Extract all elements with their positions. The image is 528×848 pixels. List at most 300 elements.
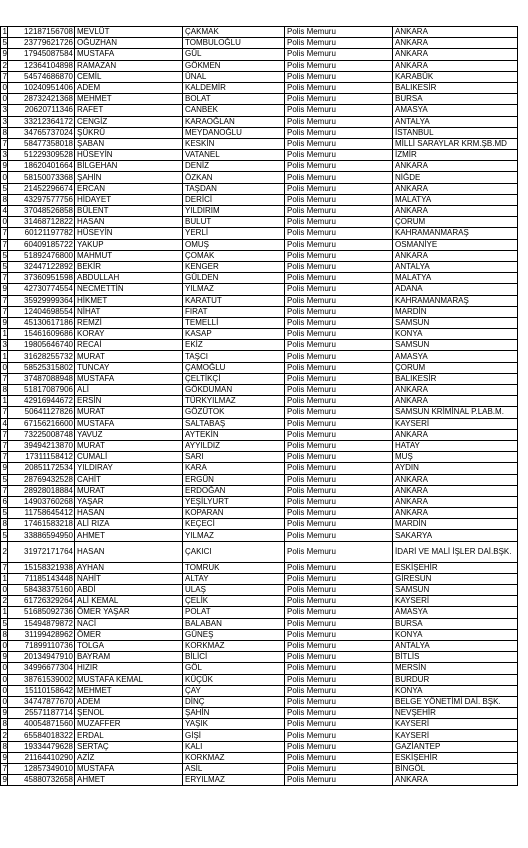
rank-title-cell: Polis Memuru <box>285 775 393 786</box>
row-index-cell: 2 <box>1 541 8 562</box>
id-number-cell: 58150073368 <box>8 172 75 183</box>
row-index-cell: 9 <box>1 161 8 172</box>
rank-title-cell: Polis Memuru <box>285 685 393 696</box>
rank-title-cell: Polis Memuru <box>285 105 393 116</box>
row-index-cell: 3 <box>1 116 8 127</box>
assigned-unit-cell: BALIKESİR <box>393 373 518 384</box>
id-number-cell: 60409185722 <box>8 239 75 250</box>
first-name-cell: CUMALİ <box>75 452 183 463</box>
last-name-cell: POLAT <box>183 607 285 618</box>
last-name-cell: GÜLDEN <box>183 273 285 284</box>
last-name-cell: YILMAZ <box>183 284 285 295</box>
last-name-cell: GÜL <box>183 49 285 60</box>
rank-title-cell: Polis Memuru <box>285 741 393 752</box>
rank-title-cell: Polis Memuru <box>285 351 393 362</box>
table-row <box>1 519 518 530</box>
id-number-cell: 11758645412 <box>8 508 75 519</box>
id-number-cell: 35929999364 <box>8 295 75 306</box>
assigned-unit-cell: ANKARA <box>393 496 518 507</box>
id-number-cell: 37360951598 <box>8 273 75 284</box>
id-number-cell: 12364104898 <box>8 60 75 71</box>
last-name-cell: YAŞIK <box>183 719 285 730</box>
rank-title-cell: Polis Memuru <box>285 541 393 562</box>
first-name-cell: HÜSEYİN <box>75 228 183 239</box>
table-row <box>1 116 518 127</box>
last-name-cell: EKİZ <box>183 340 285 351</box>
assigned-unit-cell: ANKARA <box>393 49 518 60</box>
assigned-unit-cell: ANKARA <box>393 485 518 496</box>
id-number-cell: 31972171764 <box>8 541 75 562</box>
first-name-cell: RECAİ <box>75 340 183 351</box>
rank-title-cell: Polis Memuru <box>285 440 393 451</box>
first-name-cell: BEKİR <box>75 261 183 272</box>
table-row <box>1 351 518 362</box>
table-row <box>1 183 518 194</box>
id-number-cell: 12187156708 <box>8 27 75 38</box>
id-number-cell: 61726329264 <box>8 596 75 607</box>
first-name-cell: ERSİN <box>75 396 183 407</box>
first-name-cell: MEHMET <box>75 685 183 696</box>
first-name-cell: CAHİT <box>75 474 183 485</box>
assigned-unit-cell: ANKARA <box>393 161 518 172</box>
table-row <box>1 452 518 463</box>
row-index-cell: 5 <box>1 261 8 272</box>
last-name-cell: TAŞDAN <box>183 183 285 194</box>
row-index-cell: 0 <box>1 640 8 651</box>
id-number-cell: 58525315802 <box>8 362 75 373</box>
rank-title-cell: Polis Memuru <box>285 674 393 685</box>
row-index-cell: 7 <box>1 306 8 317</box>
table-row <box>1 775 518 786</box>
id-number-cell: 60121197782 <box>8 228 75 239</box>
rank-title-cell: Polis Memuru <box>285 38 393 49</box>
table-row <box>1 49 518 60</box>
table-row <box>1 719 518 730</box>
row-index-cell: 9 <box>1 752 8 763</box>
last-name-cell: BOLAT <box>183 94 285 105</box>
assigned-unit-cell: BURSA <box>393 94 518 105</box>
first-name-cell: MUSTAFA <box>75 418 183 429</box>
assigned-unit-cell: ANKARA <box>393 250 518 261</box>
last-name-cell: ÇAMOĞLU <box>183 362 285 373</box>
table-row <box>1 652 518 663</box>
rank-title-cell: Polis Memuru <box>285 116 393 127</box>
id-number-cell: 65584018322 <box>8 730 75 741</box>
last-name-cell: DERİCİ <box>183 194 285 205</box>
table-row <box>1 239 518 250</box>
assigned-unit-cell: OSMANİYE <box>393 239 518 250</box>
first-name-cell: ABDULLAH <box>75 273 183 284</box>
row-index-cell: 0 <box>1 585 8 596</box>
row-index-cell: 9 <box>1 652 8 663</box>
assigned-unit-cell: KONYA <box>393 685 518 696</box>
last-name-cell: KORKMAZ <box>183 752 285 763</box>
row-index-cell: 8 <box>1 719 8 730</box>
table-row <box>1 585 518 596</box>
rank-title-cell: Polis Memuru <box>285 250 393 261</box>
row-index-cell: 7 <box>1 562 8 573</box>
row-index-cell: 0 <box>1 172 8 183</box>
id-number-cell: 51892476800 <box>8 250 75 261</box>
table-row <box>1 295 518 306</box>
table-row <box>1 317 518 328</box>
row-index-cell: 8 <box>1 741 8 752</box>
row-index-cell: 5 <box>1 38 8 49</box>
id-number-cell: 15110158642 <box>8 685 75 696</box>
assigned-unit-cell: NEVŞEHİR <box>393 708 518 719</box>
row-index-cell: 2 <box>1 596 8 607</box>
assigned-unit-cell: BELGE YÖNETİMİ DAİ. BŞK. <box>393 696 518 707</box>
last-name-cell: TÜRKYILMAZ <box>183 396 285 407</box>
last-name-cell: BALABAN <box>183 618 285 629</box>
id-number-cell: 54574686870 <box>8 71 75 82</box>
table-row <box>1 685 518 696</box>
rank-title-cell: Polis Memuru <box>285 94 393 105</box>
first-name-cell: REMZİ <box>75 317 183 328</box>
assigned-unit-cell: NİĞDE <box>393 172 518 183</box>
first-name-cell: AHMET <box>75 530 183 541</box>
id-number-cell: 58477358018 <box>8 138 75 149</box>
table-row <box>1 172 518 183</box>
row-index-cell: 0 <box>1 685 8 696</box>
table-row <box>1 206 518 217</box>
table-row <box>1 161 518 172</box>
id-number-cell: 25571187714 <box>8 708 75 719</box>
last-name-cell: TOMRUK <box>183 562 285 573</box>
rank-title-cell: Polis Memuru <box>285 194 393 205</box>
row-index-cell: 7 <box>1 239 8 250</box>
rank-title-cell: Polis Memuru <box>285 452 393 463</box>
id-number-cell: 39494213870 <box>8 440 75 451</box>
last-name-cell: ÖZKAN <box>183 172 285 183</box>
rank-title-cell: Polis Memuru <box>285 183 393 194</box>
assigned-unit-cell: BURSA <box>393 618 518 629</box>
table-row <box>1 194 518 205</box>
last-name-cell: ÇAKMAK <box>183 27 285 38</box>
last-name-cell: KOPARAN <box>183 508 285 519</box>
rank-title-cell: Polis Memuru <box>285 652 393 663</box>
assigned-unit-cell: KAYSERİ <box>393 596 518 607</box>
assigned-unit-cell: ÇORUM <box>393 217 518 228</box>
last-name-cell: KARATUT <box>183 295 285 306</box>
assigned-unit-cell: KAHRAMANMARAŞ <box>393 295 518 306</box>
first-name-cell: YAVUZ <box>75 429 183 440</box>
first-name-cell: ŞAHİN <box>75 172 183 183</box>
id-number-cell: 45130617186 <box>8 317 75 328</box>
id-number-cell: 38761539002 <box>8 674 75 685</box>
id-number-cell: 50641127826 <box>8 407 75 418</box>
last-name-cell: ÇELTİKÇİ <box>183 373 285 384</box>
table-row <box>1 362 518 373</box>
table-row <box>1 396 518 407</box>
rank-title-cell: Polis Memuru <box>285 49 393 60</box>
assigned-unit-cell: KONYA <box>393 329 518 340</box>
table-row <box>1 127 518 138</box>
rank-title-cell: Polis Memuru <box>285 519 393 530</box>
row-index-cell: 8 <box>1 385 8 396</box>
first-name-cell: MURAT <box>75 351 183 362</box>
first-name-cell: MEVLÜT <box>75 27 183 38</box>
last-name-cell: KEÇECİ <box>183 519 285 530</box>
last-name-cell: FIRAT <box>183 306 285 317</box>
row-index-cell: 8 <box>1 629 8 640</box>
last-name-cell: GÖL <box>183 663 285 674</box>
row-index-cell: 9 <box>1 317 8 328</box>
assigned-unit-cell: ANKARA <box>393 474 518 485</box>
last-name-cell: YILMAZ <box>183 530 285 541</box>
table-row <box>1 764 518 775</box>
id-number-cell: 37048526858 <box>8 206 75 217</box>
assigned-unit-cell: HATAY <box>393 440 518 451</box>
assigned-unit-cell: SAMSUN <box>393 317 518 328</box>
id-number-cell: 37487088948 <box>8 373 75 384</box>
assigned-unit-cell: İSTANBUL <box>393 127 518 138</box>
table-row <box>1 71 518 82</box>
first-name-cell: HASAN <box>75 508 183 519</box>
last-name-cell: AYTEKİN <box>183 429 285 440</box>
row-index-cell: 0 <box>1 663 8 674</box>
row-index-cell: 7 <box>1 295 8 306</box>
rank-title-cell: Polis Memuru <box>285 485 393 496</box>
assigned-unit-cell: MİLLİ SARAYLAR KRM.ŞB.MD <box>393 138 518 149</box>
row-index-cell: 0 <box>1 217 8 228</box>
rank-title-cell: Polis Memuru <box>285 284 393 295</box>
table-row <box>1 228 518 239</box>
rank-title-cell: Polis Memuru <box>285 573 393 584</box>
id-number-cell: 20851172534 <box>8 463 75 474</box>
id-number-cell: 15494879872 <box>8 618 75 629</box>
id-number-cell: 34747877670 <box>8 696 75 707</box>
table-row <box>1 573 518 584</box>
first-name-cell: ALİ RIZA <box>75 519 183 530</box>
rank-title-cell: Polis Memuru <box>285 172 393 183</box>
assigned-unit-cell: AMASYA <box>393 105 518 116</box>
row-index-cell: 6 <box>1 496 8 507</box>
row-index-cell: 2 <box>1 730 8 741</box>
first-name-cell: MURAT <box>75 407 183 418</box>
rank-title-cell: Polis Memuru <box>285 585 393 596</box>
first-name-cell: NİHAT <box>75 306 183 317</box>
rank-title-cell: Polis Memuru <box>285 82 393 93</box>
assigned-unit-cell: GAZİANTEP <box>393 741 518 752</box>
first-name-cell: ALİ <box>75 385 183 396</box>
rank-title-cell: Polis Memuru <box>285 340 393 351</box>
rank-title-cell: Polis Memuru <box>285 60 393 71</box>
first-name-cell: RAMAZAN <box>75 60 183 71</box>
first-name-cell: KORAY <box>75 329 183 340</box>
first-name-cell: ÖMER YAŞAR <box>75 607 183 618</box>
id-number-cell: 73225008748 <box>8 429 75 440</box>
id-number-cell: 19334479628 <box>8 741 75 752</box>
row-index-cell: 9 <box>1 49 8 60</box>
first-name-cell: BÜLENT <box>75 206 183 217</box>
last-name-cell: OMUŞ <box>183 239 285 250</box>
id-number-cell: 17945087584 <box>8 49 75 60</box>
row-index-cell: 5 <box>1 250 8 261</box>
rank-title-cell: Polis Memuru <box>285 764 393 775</box>
table-row <box>1 752 518 763</box>
rank-title-cell: Polis Memuru <box>285 429 393 440</box>
table-row <box>1 496 518 507</box>
last-name-cell: GÖZÜTOK <box>183 407 285 418</box>
id-number-cell: 20620711346 <box>8 105 75 116</box>
id-number-cell: 19805646740 <box>8 340 75 351</box>
id-number-cell: 45880732658 <box>8 775 75 786</box>
first-name-cell: ERDAL <box>75 730 183 741</box>
row-index-cell: 8 <box>1 194 8 205</box>
rank-title-cell: Polis Memuru <box>285 730 393 741</box>
rank-title-cell: Polis Memuru <box>285 150 393 161</box>
last-name-cell: AYYILDIZ <box>183 440 285 451</box>
assigned-unit-cell: ANKARA <box>393 183 518 194</box>
last-name-cell: TEMELLİ <box>183 317 285 328</box>
row-index-cell: 5 <box>1 508 8 519</box>
first-name-cell: YAŞAR <box>75 496 183 507</box>
first-name-cell: HIZIR <box>75 663 183 674</box>
table-row <box>1 217 518 228</box>
rank-title-cell: Polis Memuru <box>285 474 393 485</box>
row-index-cell: 1 <box>1 27 8 38</box>
assigned-unit-cell: SAMSUN <box>393 340 518 351</box>
table-row <box>1 696 518 707</box>
last-name-cell: SALTABAŞ <box>183 418 285 429</box>
assigned-unit-cell: ANKARA <box>393 206 518 217</box>
table-row <box>1 340 518 351</box>
first-name-cell: YILDIRAY <box>75 463 183 474</box>
table-row <box>1 60 518 71</box>
assigned-unit-cell: İDARİ VE MALİ İŞLER DAİ.BŞK. <box>393 541 518 562</box>
id-number-cell: 28928018884 <box>8 485 75 496</box>
first-name-cell: TOLGA <box>75 640 183 651</box>
first-name-cell: BİLGEHAN <box>75 161 183 172</box>
first-name-cell: ÖMER <box>75 629 183 640</box>
table-row <box>1 261 518 272</box>
table-row <box>1 618 518 629</box>
rank-title-cell: Polis Memuru <box>285 317 393 328</box>
id-number-cell: 12857349010 <box>8 764 75 775</box>
row-index-cell: 5 <box>1 530 8 541</box>
table-row <box>1 27 518 38</box>
first-name-cell: MURAT <box>75 440 183 451</box>
assigned-unit-cell: KONYA <box>393 629 518 640</box>
assigned-unit-cell: ANKARA <box>393 396 518 407</box>
table-row <box>1 474 518 485</box>
first-name-cell: ALİ KEMAL <box>75 596 183 607</box>
rank-title-cell: Polis Memuru <box>285 418 393 429</box>
last-name-cell: TOMBULOĞLU <box>183 38 285 49</box>
row-index-cell: 7 <box>1 273 8 284</box>
rank-title-cell: Polis Memuru <box>285 71 393 82</box>
first-name-cell: BAYRAM <box>75 652 183 663</box>
first-name-cell: SERTAÇ <box>75 741 183 752</box>
row-index-cell: 2 <box>1 60 8 71</box>
row-index-cell: 5 <box>1 474 8 485</box>
rank-title-cell: Polis Memuru <box>285 708 393 719</box>
last-name-cell: ERDOĞAN <box>183 485 285 496</box>
table-row <box>1 82 518 93</box>
assigned-unit-cell: SAKARYA <box>393 530 518 541</box>
rank-title-cell: Polis Memuru <box>285 752 393 763</box>
last-name-cell: ASİL <box>183 764 285 775</box>
personnel-table-body <box>1 27 518 786</box>
last-name-cell: ALTAY <box>183 573 285 584</box>
first-name-cell: HASAN <box>75 541 183 562</box>
id-number-cell: 15461609686 <box>8 329 75 340</box>
last-name-cell: YERLİ <box>183 228 285 239</box>
table-row <box>1 38 518 49</box>
last-name-cell: GÖKMEN <box>183 60 285 71</box>
last-name-cell: KORKMAZ <box>183 640 285 651</box>
id-number-cell: 28732421368 <box>8 94 75 105</box>
last-name-cell: ÇAY <box>183 685 285 696</box>
rank-title-cell: Polis Memuru <box>285 127 393 138</box>
table-row <box>1 418 518 429</box>
id-number-cell: 31628255732 <box>8 351 75 362</box>
rank-title-cell: Polis Memuru <box>285 261 393 272</box>
row-index-cell: 8 <box>1 519 8 530</box>
last-name-cell: ÇAKICI <box>183 541 285 562</box>
table-row <box>1 284 518 295</box>
rank-title-cell: Polis Memuru <box>285 607 393 618</box>
rank-title-cell: Polis Memuru <box>285 329 393 340</box>
last-name-cell: KASAP <box>183 329 285 340</box>
last-name-cell: MEYDANOĞLU <box>183 127 285 138</box>
row-index-cell: 0 <box>1 696 8 707</box>
rank-title-cell: Polis Memuru <box>285 161 393 172</box>
last-name-cell: ŞAHİN <box>183 708 285 719</box>
first-name-cell: MEHMET <box>75 94 183 105</box>
id-number-cell: 58438375160 <box>8 585 75 596</box>
id-number-cell: 42730774554 <box>8 284 75 295</box>
first-name-cell: NECMETTİN <box>75 284 183 295</box>
rank-title-cell: Polis Memuru <box>285 719 393 730</box>
row-index-cell: 7 <box>1 764 8 775</box>
last-name-cell: TAŞCI <box>183 351 285 362</box>
id-number-cell: 51685092736 <box>8 607 75 618</box>
table-row <box>1 306 518 317</box>
row-index-cell: 7 <box>1 440 8 451</box>
last-name-cell: KARA <box>183 463 285 474</box>
row-index-cell: 9 <box>1 284 8 295</box>
first-name-cell: HİKMET <box>75 295 183 306</box>
first-name-cell: HASAN <box>75 217 183 228</box>
assigned-unit-cell: ANKARA <box>393 508 518 519</box>
id-number-cell: 31199428962 <box>8 629 75 640</box>
assigned-unit-cell: GİRESUN <box>393 573 518 584</box>
table-row <box>1 385 518 396</box>
table-row <box>1 463 518 474</box>
row-index-cell: 1 <box>1 329 8 340</box>
rank-title-cell: Polis Memuru <box>285 696 393 707</box>
row-index-cell: 3 <box>1 150 8 161</box>
id-number-cell: 34765737024 <box>8 127 75 138</box>
assigned-unit-cell: BALIKESİR <box>393 82 518 93</box>
first-name-cell: MUZAFFER <box>75 719 183 730</box>
assigned-unit-cell: KAHRAMANMARAŞ <box>393 228 518 239</box>
id-number-cell: 43297577756 <box>8 194 75 205</box>
table-row <box>1 138 518 149</box>
last-name-cell: VATANEL <box>183 150 285 161</box>
assigned-unit-cell: SAMSUN <box>393 585 518 596</box>
id-number-cell: 21452296674 <box>8 183 75 194</box>
first-name-cell: NAHİT <box>75 573 183 584</box>
assigned-unit-cell: MALATYA <box>393 194 518 205</box>
id-number-cell: 10240951406 <box>8 82 75 93</box>
assigned-unit-cell: AYDIN <box>393 463 518 474</box>
rank-title-cell: Polis Memuru <box>285 407 393 418</box>
rank-title-cell: Polis Memuru <box>285 273 393 284</box>
table-row <box>1 607 518 618</box>
